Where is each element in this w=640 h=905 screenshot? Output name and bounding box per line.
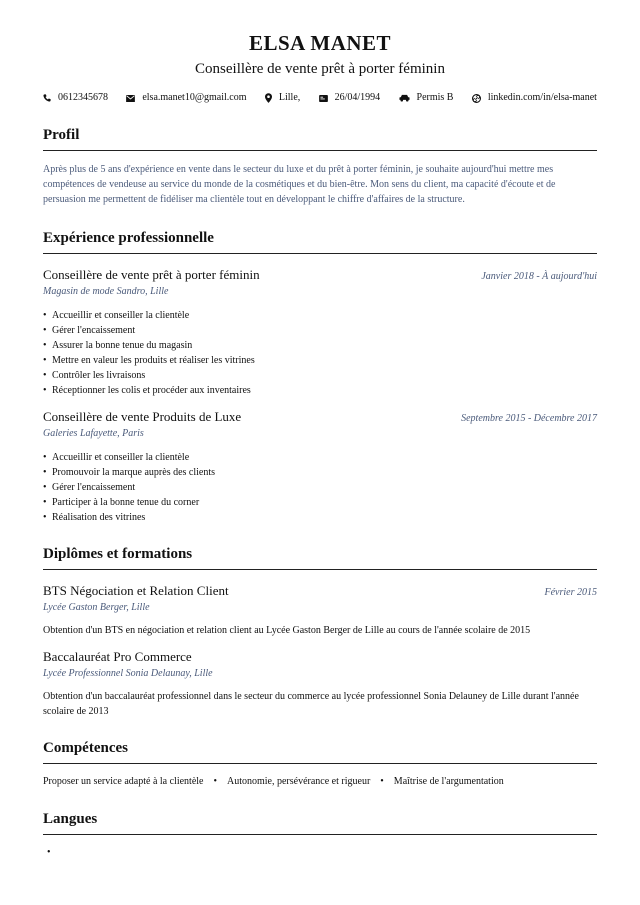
mail-icon bbox=[126, 95, 135, 102]
list-item: • Promouvoir la marque auprès des clients bbox=[43, 465, 597, 480]
experience-title: Conseillère de vente Produits de Luxe bbox=[43, 409, 242, 424]
contact-phone bbox=[43, 92, 108, 104]
list-item: • Réalisation des vitrines bbox=[43, 510, 597, 525]
skills-list bbox=[43, 776, 597, 788]
section-title-experience: Expérience professionnelle bbox=[43, 229, 597, 254]
experience-date: Janvier 2018 - À aujourd'hui bbox=[481, 271, 597, 282]
section-languages bbox=[43, 810, 597, 858]
list-item: • Mettre en valeur les produits et réaliser les vitrines bbox=[43, 353, 597, 368]
section-title-skills: Compétences bbox=[43, 739, 597, 764]
contact-location-text: Lille, bbox=[278, 92, 301, 103]
education-org: Lycée Gaston Berger, Lille bbox=[43, 602, 150, 613]
contact-linkedin-text: linkedin.com/in/elsa-manet bbox=[487, 92, 597, 103]
phone-icon bbox=[43, 94, 51, 102]
section-experience bbox=[43, 229, 597, 525]
education-title: BTS Négociation et Relation Client bbox=[43, 583, 229, 598]
experience-title: Conseillère de vente prêt à porter féminin bbox=[43, 267, 260, 282]
education-org: Lycée Professionnel Sonia Delaunay, Lille bbox=[43, 668, 213, 679]
contact-email-text: elsa.manet10@gmail.com bbox=[142, 92, 247, 103]
experience-bullets bbox=[43, 450, 597, 525]
contact-linkedin[interactable] bbox=[472, 92, 597, 104]
location-icon bbox=[265, 93, 272, 103]
experience-org: Magasin de mode Sandro, Lille bbox=[43, 286, 169, 297]
skill-item: Proposer un service adapté à la clientèle bbox=[43, 776, 204, 787]
education-date: Février 2015 bbox=[544, 587, 597, 598]
experience-bullets bbox=[43, 308, 597, 398]
id-card-icon bbox=[319, 95, 328, 102]
list-item: • Réceptionner les colis et procéder aux inventaires bbox=[43, 383, 597, 398]
list-item: • Contrôler les livraisons bbox=[43, 368, 597, 383]
education-description: Obtention d'un baccalauréat professionnel dans le secteur du commerce au lycée professionnel Sonia Delauney de Lille durant l'année scolaire de 2013 bbox=[43, 691, 579, 717]
section-title-languages: Langues bbox=[43, 810, 597, 835]
job-title: Conseillère de vente prêt à porter féminin bbox=[195, 61, 445, 77]
experience-date: Septembre 2015 - Décembre 2017 bbox=[461, 413, 597, 424]
list-item: • Gérer l'encaissement bbox=[43, 480, 597, 495]
education-entry bbox=[43, 649, 597, 719]
section-profile bbox=[43, 126, 597, 207]
contact-email[interactable] bbox=[126, 92, 246, 104]
list-item: • Gérer l'encaissement bbox=[43, 323, 597, 338]
contact-phone-text: 0612345678 bbox=[58, 92, 108, 103]
contact-birthdate bbox=[319, 92, 381, 104]
experience-org: Galeries Lafayette, Paris bbox=[43, 428, 144, 439]
car-icon bbox=[399, 94, 410, 102]
list-item: • Accueillir et conseiller la clientèle bbox=[43, 308, 597, 323]
section-title-education: Diplômes et formations bbox=[43, 545, 597, 570]
list-item: • Assurer la bonne tenue du magasin bbox=[43, 338, 597, 353]
contact-location bbox=[265, 92, 300, 104]
profile-text: Après plus de 5 ans d'expérience en vente dans le secteur du luxe et du prêt à porter féminin, je souhaite aujourd'hui mettre mes compétences de vendeuse au service du monde de la cosmétiques et du bien-être. Mon sens du client, ma capacité d'écoute et de persuasion me permettent de fidéliser ma clientèle tout en développant le chiffre d'affaires de la structure. bbox=[43, 164, 556, 205]
skill-item: Maîtrise de l'argumentation bbox=[393, 776, 504, 787]
section-title-profile: Profil bbox=[43, 126, 597, 151]
candidate-name: ELSA MANET bbox=[248, 31, 392, 55]
section-skills bbox=[43, 739, 597, 788]
language-bullet: • bbox=[47, 847, 51, 858]
contact-license bbox=[399, 92, 454, 104]
experience-entry bbox=[43, 267, 597, 398]
skill-item: Autonomie, persévérance et rigueur bbox=[227, 776, 371, 787]
linkedin-icon bbox=[472, 94, 481, 103]
education-title: Baccalauréat Pro Commerce bbox=[43, 649, 192, 664]
experience-entry bbox=[43, 409, 597, 525]
education-description: Obtention d'un BTS en négociation et relation client au Lycée Gaston Berger de Lille au cours de l'année scolaire de 2015 bbox=[43, 625, 531, 636]
education-entry bbox=[43, 583, 597, 638]
contact-license-text: Permis B bbox=[416, 92, 454, 103]
contact-bar bbox=[43, 92, 597, 104]
list-item: • Accueillir et conseiller la clientèle bbox=[43, 450, 597, 465]
skill-separator: • bbox=[380, 776, 384, 787]
section-education bbox=[43, 545, 597, 719]
contact-birthdate-text: 26/04/1994 bbox=[334, 92, 381, 103]
list-item: • Participer à la bonne tenue du corner bbox=[43, 495, 597, 510]
skill-separator: • bbox=[213, 776, 217, 787]
